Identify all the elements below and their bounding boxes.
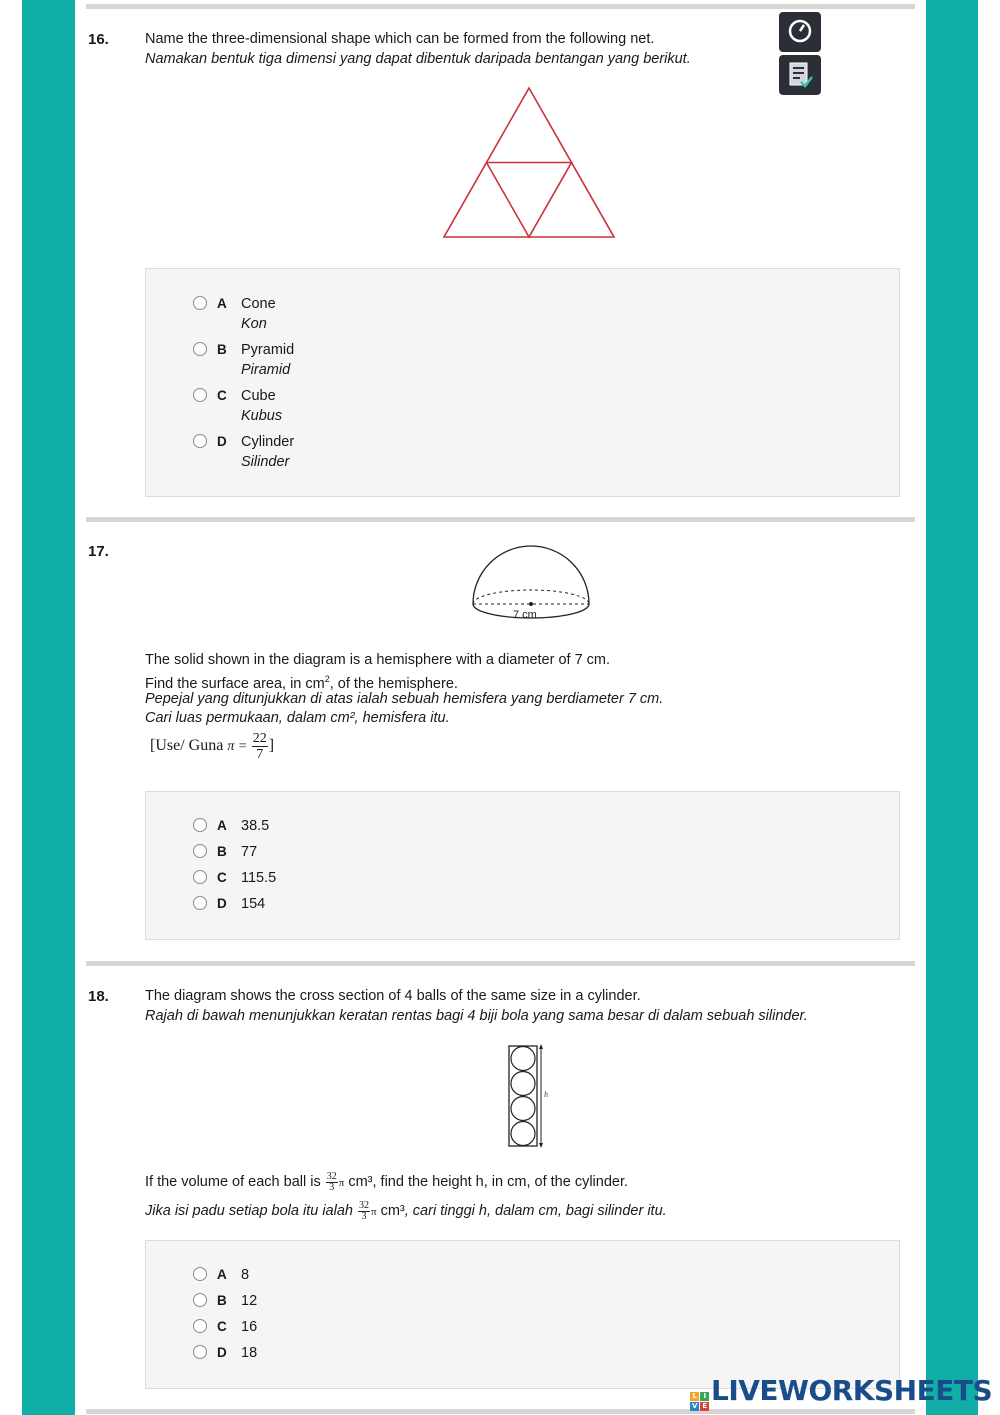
section-divider xyxy=(86,517,915,522)
radio-button[interactable] xyxy=(193,844,207,858)
radio-button[interactable] xyxy=(193,1267,207,1281)
q17-options-panel: A 38.5 B 77 C 115.5 D 154 xyxy=(145,791,900,940)
option-label: 154 xyxy=(241,896,266,912)
option-label: 16 xyxy=(241,1319,258,1335)
option-label: 8 xyxy=(241,1267,250,1283)
question-text-en: The diagram shows the cross section of 4 balls of the same size in a cylinder. xyxy=(145,988,641,1004)
option-label: 18 xyxy=(241,1345,258,1361)
timer-icon xyxy=(779,12,821,52)
option-label: Cube xyxy=(241,388,276,404)
option-label: 38.5 xyxy=(241,818,270,834)
cylinder-balls-diagram xyxy=(506,1043,556,1149)
option-label-ms: Piramid xyxy=(241,362,291,378)
question-text-ms-2: Jika isi padu setiap bola itu ialah $\frac{32}{3}$ π cm³, cari tinggi h, dalam cm, bagi silinder itu. xyxy=(145,1199,667,1222)
section-divider xyxy=(86,4,915,9)
question-text-ms: Namakan bentuk tiga dimensi yang dapat dibentuk daripada bentangan yang berikut. xyxy=(145,51,691,67)
pi-hint: [Use/ Guna π = $\frac{22}{7}$ ] xyxy=(150,731,275,762)
radio-button[interactable] xyxy=(193,1293,207,1307)
q18-options-panel: A 8 B 12 C 16 D 18 xyxy=(145,1240,900,1389)
timer-button[interactable] xyxy=(779,12,821,52)
question-text-en-2: If the volume of each ball is $\frac{32}{3}$ π cm³, find the height h, in cm, of the cylinder. xyxy=(145,1170,629,1193)
radio-button[interactable] xyxy=(193,896,207,910)
option-label: 12 xyxy=(241,1293,258,1309)
section-divider xyxy=(86,961,915,966)
logo-mark-icon: L I V E xyxy=(690,1392,709,1411)
question-number: 16. xyxy=(88,31,109,48)
question-text-ms: Pepejal yang ditunjukkan di atas ialah sebuah hemisfera yang berdiameter 7 cm. xyxy=(145,691,664,707)
checklist-icon xyxy=(779,55,821,95)
question-text-ms: Rajah di bawah menunjukkan keratan rentas bagi 4 biji bola yang sama besar di dalam sebuah silinder. xyxy=(145,1008,808,1024)
height-label: h xyxy=(544,1090,548,1099)
check-answers-button[interactable] xyxy=(779,55,821,95)
option-label: Cylinder xyxy=(241,434,295,450)
question-text-en-2: Find the surface area, in $cm^2$, of the hemisphere. xyxy=(145,674,458,692)
question-number: 18. xyxy=(88,988,109,1005)
tetrahedron-net-diagram xyxy=(440,86,620,242)
question-text-en: The solid shown in the diagram is a hemisphere with a diameter of 7 cm. xyxy=(145,652,611,668)
option-label: Cone xyxy=(241,296,276,312)
option-label-ms: Kubus xyxy=(241,408,283,424)
question-text-en: Name the three-dimensional shape which can be formed from the following net. xyxy=(145,31,655,47)
option-label: 77 xyxy=(241,844,258,860)
radio-button[interactable] xyxy=(193,818,207,832)
radio-button[interactable] xyxy=(193,870,207,884)
radio-button[interactable] xyxy=(193,296,207,310)
option-label-ms: Kon xyxy=(241,316,267,332)
q16-options-panel: A Cone Kon B Pyramid Piramid C Cube Kubus D Cylinder Silinder xyxy=(145,268,900,497)
left-border xyxy=(22,0,75,1415)
liveworksheets-logo: L I V E LIVEWORKSHEETS xyxy=(690,1374,992,1411)
radio-button[interactable] xyxy=(193,1319,207,1333)
hemisphere-diagram xyxy=(468,542,594,626)
radio-button[interactable] xyxy=(193,434,207,448)
radio-button[interactable] xyxy=(193,342,207,356)
option-label: Pyramid xyxy=(241,342,295,358)
diameter-label: 7 cm xyxy=(513,609,537,621)
right-border xyxy=(926,0,978,1415)
option-label-ms: Silinder xyxy=(241,454,290,470)
radio-button[interactable] xyxy=(193,1345,207,1359)
radio-button[interactable] xyxy=(193,388,207,402)
question-text-ms-2: Cari luas permukaan, dalam cm², hemisfera itu. xyxy=(145,710,450,726)
question-number: 17. xyxy=(88,543,109,560)
option-label: 115.5 xyxy=(241,870,277,886)
